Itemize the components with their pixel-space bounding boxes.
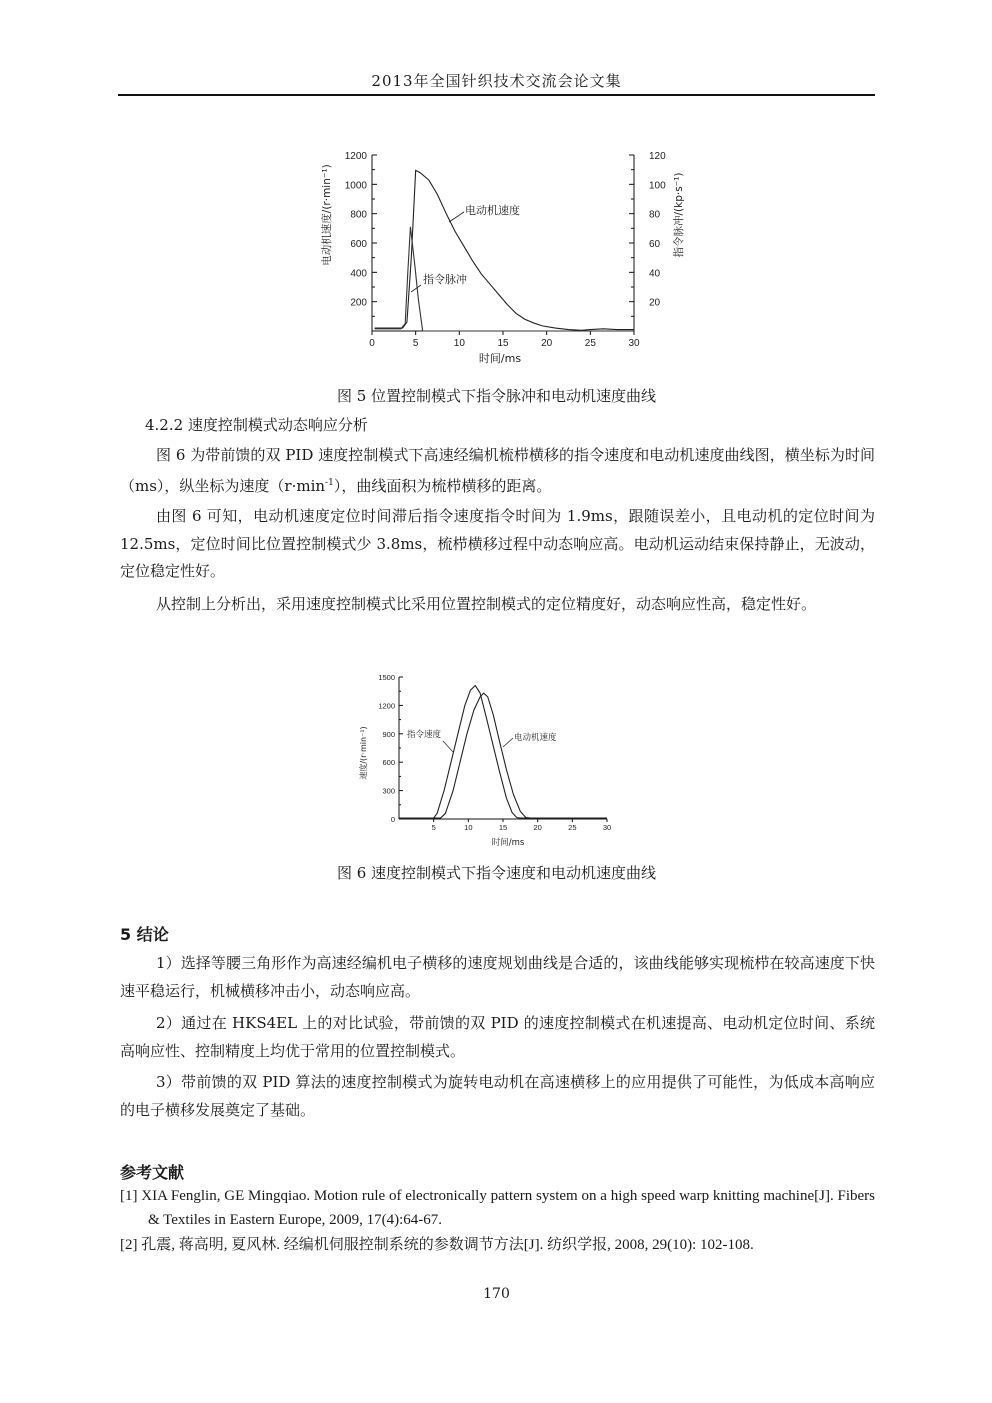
y-tick-label-left: 400 <box>350 268 367 280</box>
figure-5-caption: 图 5 位置控制模式下指令脉冲和电动机速度曲线 <box>336 387 657 405</box>
x-axis-label: 时间/ms <box>478 352 522 365</box>
paragraph-2: 由图 6 可知，电动机速度定位时间滞后指令速度指令时间为 1.9ms，跟随误差小，且电动机的定位时间为 12.5ms，定位时间比位置控制模式少 3.8ms，梳栉横移过程中动态响应高。电动机运动结束保持静止，无波动，定位稳定性好。 <box>120 507 875 580</box>
x-tick-label: 15 <box>497 338 509 349</box>
x-tick-label: 5 <box>412 338 419 349</box>
paragraph-1-text-b: ），曲线面积为梳栉横移的距离。 <box>333 476 552 495</box>
x-tick-label: 10 <box>453 338 465 349</box>
series-command-speed-line <box>399 686 607 819</box>
references-heading: 参考文献 <box>120 1163 185 1182</box>
x-tick-label: 20 <box>533 823 542 832</box>
figure-6-chart <box>350 665 620 850</box>
x-tick-label: 30 <box>628 338 640 349</box>
annotation-motor-speed: 电动机速度 <box>514 733 557 743</box>
y-tick-label: 300 <box>382 786 395 796</box>
annotation-command-speed: 指令速度 <box>407 730 442 740</box>
annotation-motor-speed: 电动机速度 <box>465 204 520 217</box>
annotation-motor-speed-leader <box>449 212 464 222</box>
y-tick-label-left: 800 <box>350 209 367 221</box>
y-tick-label: 1500 <box>378 673 395 682</box>
reference-item-1: [1] XIA Fenglin, GE Mingqiao. Motion rule of electronically pattern system on a high speed warp knitting machine[J]. Fibers & Textiles in Eastern Europe, 2009, 17(4):64-67. <box>120 1188 875 1228</box>
y-axis-label: 速度/(r·min⁻¹) <box>359 726 368 780</box>
series-command-pulse-line <box>375 227 634 331</box>
paragraph-1-superscript: -1 <box>325 477 334 488</box>
annotation-command-speed-leader <box>443 741 453 752</box>
x-tick-label: 15 <box>498 823 508 832</box>
y-tick-label-right: 40 <box>649 268 661 280</box>
y-tick-label: 900 <box>382 729 395 739</box>
y-axis-label-left: 电动机速度/(r·min⁻¹) <box>321 164 333 266</box>
section-5-heading: 5 结论 <box>120 925 169 944</box>
reference-item-2: [2] 孔震, 蒋高明, 夏风林. 经编机伺服控制系统的参数调节方法[J]. 纺织学报, 2008, 29(10): 102-108. <box>120 1237 754 1253</box>
paragraph-1 <box>120 442 875 500</box>
conclusion-item-1: 1）选择等腰三角形作为高速经编机电子横移的速度规划曲线是合适的，该曲线能够实现梳栉在较高速度下快速平稳运行，机械横移冲击小，动态响应高。 <box>120 954 875 1000</box>
y-tick-label: 600 <box>382 758 395 768</box>
figure-5-chart <box>310 140 690 370</box>
x-axis-label: 时间/ms <box>491 838 525 848</box>
x-tick-label: 30 <box>602 823 612 832</box>
paragraph-3: 从控制上分析出，采用速度控制模式比采用位置控制模式的定位精度好，动态响应性高，稳定性好。 <box>156 595 817 613</box>
conclusion-item-2: 2）通过在 HKS4EL 上的对比试验，带前馈的双 PID 的速度控制模式在机速提高、电动机定位时间、系统高响应性、控制精度上均优于常用的位置控制模式。 <box>120 1014 875 1060</box>
annotation-command-pulse: 指令脉冲 <box>423 273 467 286</box>
y-axis-label-right: 指令脉冲/(kp·s⁻¹) <box>673 172 685 258</box>
annotation-motor-speed-leader <box>503 738 513 747</box>
x-tick-label: 5 <box>431 823 436 832</box>
x-tick-label: 20 <box>541 338 553 349</box>
y-tick-label-right: 60 <box>649 239 661 250</box>
y-tick-label-right: 100 <box>649 180 666 192</box>
y-tick-label-right: 120 <box>649 151 666 162</box>
y-tick-label-right: 20 <box>649 297 661 309</box>
y-tick-label: 0 <box>390 815 395 824</box>
running-header: 2013年全国针织技术交流会论文集 <box>371 72 622 90</box>
paragraph-1-text-a: 图 6 为带前馈的双 PID 速度控制模式下高速经编机梳栉横移的指令速度和电动机速度曲线图，横坐标为时间（ms），纵坐标为速度（r·min <box>120 446 875 495</box>
header-rule <box>118 94 875 96</box>
y-tick-label: 1200 <box>378 701 395 711</box>
x-tick-label: 25 <box>568 823 577 832</box>
subsection-heading-4-2-2: 4.2.2 速度控制模式动态响应分析 <box>145 416 368 434</box>
series-motor-speed-line <box>399 693 607 818</box>
x-tick-label: 10 <box>464 823 473 832</box>
y-tick-label-left: 1200 <box>344 151 367 162</box>
y-tick-label-left: 600 <box>350 239 367 250</box>
y-tick-label-right: 80 <box>649 209 661 221</box>
annotation-command-pulse-leader <box>411 285 421 292</box>
figure-6-caption: 图 6 速度控制模式下指令速度和电动机速度曲线 <box>336 864 657 882</box>
x-tick-label: 0 <box>369 338 375 349</box>
conclusion-item-3: 3）带前馈的双 PID 算法的速度控制模式为旋转电动机在高速横移上的应用提供了可能性，为低成本高响应的电子横移发展奠定了基础。 <box>120 1073 875 1119</box>
page-number: 170 <box>483 1286 510 1302</box>
y-tick-label-left: 200 <box>350 297 367 309</box>
y-tick-label-left: 1000 <box>344 180 367 192</box>
x-tick-label: 25 <box>584 338 596 349</box>
